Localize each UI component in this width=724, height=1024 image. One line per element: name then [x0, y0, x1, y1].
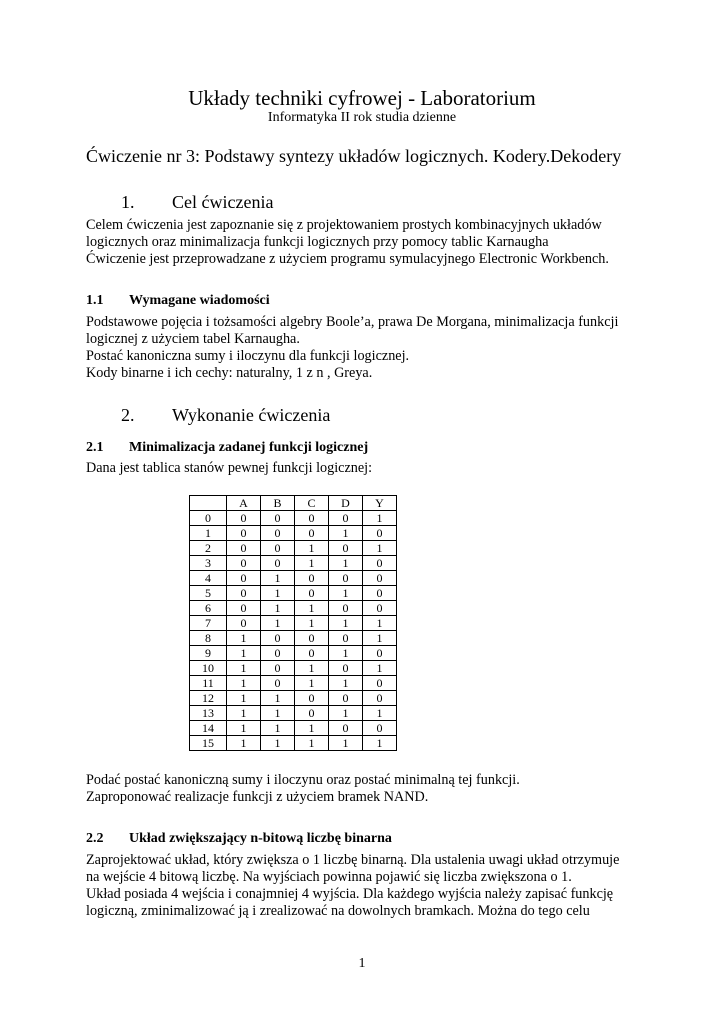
table-row [190, 616, 397, 631]
table-cell: 1 [363, 616, 397, 631]
table-row [190, 526, 397, 541]
table-cell: 1 [261, 571, 295, 586]
paragraph-line: logicznej z użyciem tabel Karnaugha. [86, 331, 300, 347]
table-row [190, 571, 397, 586]
table-cell: 0 [295, 586, 329, 601]
table-cell: 4 [190, 571, 227, 586]
table-cell: 1 [363, 736, 397, 751]
paragraph-line: Podstawowe pojęcia i tożsamości algebry Boole’a, prawa De Morgana, minimalizacja funkcji [86, 314, 619, 330]
table-cell: 0 [329, 631, 363, 646]
table-row [190, 721, 397, 736]
section-title: Cel ćwiczenia [172, 192, 274, 212]
section-1-1-paragraph [86, 314, 618, 382]
table-cell: 0 [261, 526, 295, 541]
section-title: Układ zwiększający n-bitową liczbę binarna [129, 831, 392, 846]
table-cell: 0 [227, 586, 261, 601]
paragraph-line: Kody binarne i ich cechy: naturalny, 1 z n , Greya. [86, 365, 373, 381]
section-number: 2. [121, 405, 135, 425]
table-row [190, 631, 397, 646]
table-row [190, 646, 397, 661]
table-cell: 0 [261, 541, 295, 556]
table-header-cell: B [261, 496, 295, 511]
section-number: 1.1 [86, 293, 104, 308]
table-cell: 0 [363, 571, 397, 586]
table-cell: 1 [261, 721, 295, 736]
table-cell: 0 [261, 556, 295, 571]
table-cell: 1 [329, 586, 363, 601]
table-row [190, 706, 397, 721]
table-cell: 0 [363, 601, 397, 616]
table-cell: 1 [295, 721, 329, 736]
table-cell: 0 [261, 511, 295, 526]
table-cell: 1 [295, 541, 329, 556]
table-cell: 1 [329, 676, 363, 691]
table-cell: 1 [329, 616, 363, 631]
table-cell: 1 [227, 631, 261, 646]
table-cell: 1 [329, 736, 363, 751]
table-cell: 1 [363, 706, 397, 721]
truth-table [189, 495, 397, 751]
section-2-heading [121, 405, 521, 427]
table-cell: 10 [190, 661, 227, 676]
paragraph-line: Zaprojektować układ, który zwiększa o 1 liczbę binarną. Dla ustalenia uwagi układ otrzymuje [86, 852, 620, 868]
paragraph-line: Zaproponować realizacje funkcji z użyciem bramek NAND. [86, 789, 429, 805]
section-1-paragraph [86, 217, 609, 268]
table-cell: 0 [295, 706, 329, 721]
table-cell: 0 [363, 691, 397, 706]
table-row [190, 691, 397, 706]
table-cell: 1 [329, 526, 363, 541]
table-cell: 9 [190, 646, 227, 661]
table-cell: 1 [227, 661, 261, 676]
table-cell: 0 [295, 526, 329, 541]
table-cell: 0 [227, 556, 261, 571]
table-cell: 1 [295, 616, 329, 631]
table-row [190, 556, 397, 571]
table-cell: 1 [295, 736, 329, 751]
table-header-cell: C [295, 496, 329, 511]
table-cell: 0 [227, 511, 261, 526]
paragraph-line: na wejście 4 bitową liczbę. Na wyjściach powinna pojawić się liczba zwiększona o 1. [86, 869, 572, 885]
table-cell: 0 [227, 601, 261, 616]
section-title: Wykonanie ćwiczenia [172, 405, 331, 425]
table-row [190, 511, 397, 526]
table-cell: 0 [261, 676, 295, 691]
table-cell: 0 [363, 646, 397, 661]
section-2-1-intro: Dana jest tablica stanów pewnej funkcji logicznej: [86, 460, 373, 476]
table-header-cell: Y [363, 496, 397, 511]
table-header-row [190, 496, 397, 511]
table-cell: 1 [329, 556, 363, 571]
paragraph-line: Układ posiada 4 wejścia i conajmniej 4 wyjścia. Dla każdego wyjścia należy zapisać funkcję [86, 886, 614, 902]
table-cell: 1 [261, 706, 295, 721]
table-cell: 0 [363, 586, 397, 601]
table-cell: 1 [295, 661, 329, 676]
table-cell: 1 [363, 631, 397, 646]
table-cell: 1 [329, 646, 363, 661]
table-row [190, 601, 397, 616]
section-2-2-heading [86, 831, 486, 849]
table-cell: 0 [363, 526, 397, 541]
table-cell: 0 [227, 571, 261, 586]
table-cell: 3 [190, 556, 227, 571]
document-subtitle: Informatyka II rok studia dzienne [267, 110, 457, 125]
section-number: 2.2 [86, 831, 104, 846]
table-cell: 2 [190, 541, 227, 556]
table-row [190, 676, 397, 691]
section-2-1-heading [86, 440, 486, 458]
table-cell: 1 [227, 646, 261, 661]
table-cell: 15 [190, 736, 227, 751]
table-row [190, 586, 397, 601]
section-2-1-task [86, 772, 520, 806]
table-cell: 8 [190, 631, 227, 646]
section-title: Minimalizacja zadanej funkcji logicznej [129, 440, 369, 455]
paragraph-line: Ćwiczenie jest przeprowadzane z użyciem programu symulacyjnego Electronic Workbench. [86, 251, 609, 267]
paragraph-line: logicznych oraz minimalizacja funkcji logicznych przy pomocy tablic Karnaugha [86, 234, 549, 250]
table-cell: 0 [227, 526, 261, 541]
table-cell: 1 [227, 736, 261, 751]
paragraph-line: logiczną, zminimalizować ją i zrealizować na dowolnych bramkach. Można do tego celu [86, 903, 590, 919]
table-cell: 0 [329, 571, 363, 586]
table-cell: 13 [190, 706, 227, 721]
section-1-heading [121, 192, 421, 214]
table-cell: 0 [329, 691, 363, 706]
paragraph-line: Podać postać kanoniczną sumy i iloczynu oraz postać minimalną tej funkcji. [86, 772, 520, 788]
section-1-1-heading [86, 293, 486, 311]
table-cell: 0 [295, 511, 329, 526]
table-cell: 1 [261, 616, 295, 631]
table-cell: 11 [190, 676, 227, 691]
section-number: 1. [121, 192, 135, 212]
table-cell: 0 [329, 541, 363, 556]
table-cell: 1 [295, 601, 329, 616]
table-cell: 1 [363, 511, 397, 526]
table-header-cell: A [227, 496, 261, 511]
table-cell: 1 [227, 706, 261, 721]
table-cell: 1 [227, 721, 261, 736]
table-row [190, 736, 397, 751]
document-title: Układy techniki cyfrowej - Laboratorium [188, 86, 536, 110]
table-cell: 0 [261, 631, 295, 646]
section-title: Wymagane wiadomości [129, 293, 270, 308]
table-cell: 0 [227, 616, 261, 631]
table-cell: 1 [329, 706, 363, 721]
exercise-heading: Ćwiczenie nr 3: Podstawy syntezy układów logicznych. Kodery.Dekodery [86, 146, 622, 166]
table-cell: 0 [295, 631, 329, 646]
table-cell: 1 [261, 586, 295, 601]
table-cell: 0 [261, 646, 295, 661]
table-cell: 0 [295, 646, 329, 661]
table-cell: 1 [295, 556, 329, 571]
table-cell: 1 [363, 541, 397, 556]
table-cell: 0 [363, 676, 397, 691]
table-header-cell: D [329, 496, 363, 511]
table-row [190, 661, 397, 676]
table-cell: 5 [190, 586, 227, 601]
table-cell: 1 [261, 736, 295, 751]
paragraph-line: Celem ćwiczenia jest zapoznanie się z projektowaniem prostych kombinacyjnych układów [86, 217, 602, 233]
table-cell: 1 [227, 676, 261, 691]
table-cell: 0 [295, 691, 329, 706]
paragraph-line: Postać kanoniczna sumy i iloczynu dla funkcji logicznej. [86, 348, 410, 364]
table-cell: 1 [261, 601, 295, 616]
table-cell: 0 [363, 721, 397, 736]
table-cell: 0 [261, 661, 295, 676]
table-cell: 7 [190, 616, 227, 631]
section-2-2-paragraph [86, 852, 619, 920]
table-cell: 0 [227, 541, 261, 556]
table-cell: 0 [363, 556, 397, 571]
table-cell: 1 [261, 691, 295, 706]
page-number: 1 [358, 956, 366, 971]
table-cell: 14 [190, 721, 227, 736]
table-cell: 1 [190, 526, 227, 541]
table-cell: 1 [295, 676, 329, 691]
table-cell: 1 [363, 661, 397, 676]
table-cell: 0 [329, 601, 363, 616]
table-cell: 0 [295, 571, 329, 586]
table-cell: 1 [227, 691, 261, 706]
table-cell: 12 [190, 691, 227, 706]
table-row [190, 541, 397, 556]
table-cell: 6 [190, 601, 227, 616]
table-header-cell [190, 496, 227, 511]
table-cell: 0 [329, 721, 363, 736]
table-cell: 0 [190, 511, 227, 526]
table-cell: 0 [329, 661, 363, 676]
table-cell: 0 [329, 511, 363, 526]
section-number: 2.1 [86, 440, 104, 455]
